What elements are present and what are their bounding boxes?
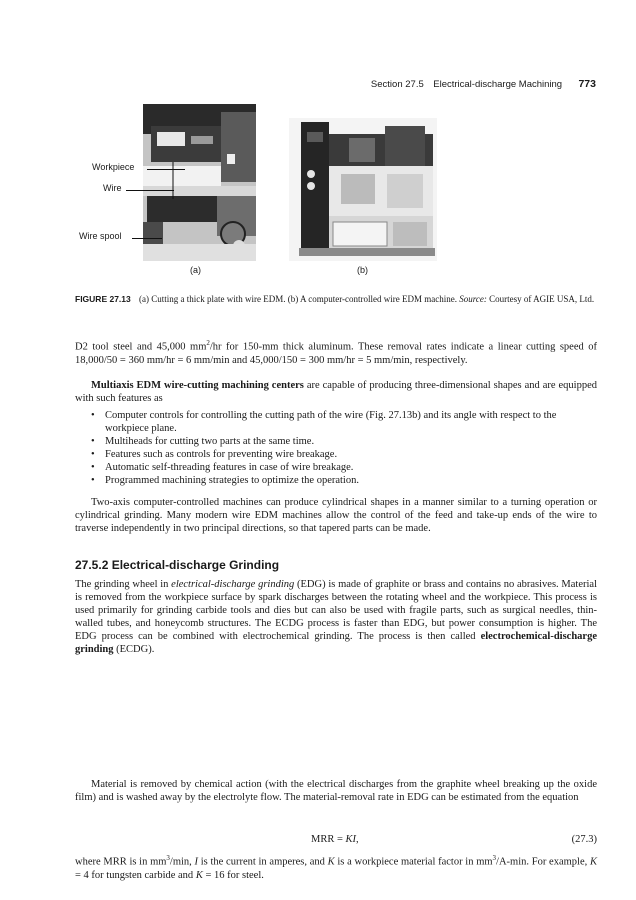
paragraph-material-removal: Material is removed by chemical action (with the electrical discharges from the graphite wheel breaking up the oxide film) and is washed away by the electrolyte flow. The material-removal rate in EDG can be estimated from the equation	[75, 779, 597, 803]
paragraph-edg	[75, 578, 597, 656]
callout-wire-spool: Wire spool	[79, 231, 122, 241]
list-item: • Multiheads for cutting two parts at the same time.	[75, 435, 597, 448]
callout-wire: Wire	[103, 183, 122, 193]
equation-number: (27.3)	[571, 834, 597, 845]
leader-wire-spool	[132, 238, 162, 239]
section-number: Section 27.5	[370, 79, 424, 90]
page-number: 773	[578, 78, 596, 90]
var-i: I	[194, 856, 199, 868]
list-item: • Features such as controls for preventing wire breakage.	[75, 448, 597, 461]
term-multiaxis: Multiaxis EDM wire-cutting machining centers	[91, 380, 304, 391]
list-item: • Computer controls for controlling the cutting path of the wire (Fig. 27.13b) and its angle with respect to the workpiece plane.	[75, 409, 597, 435]
callout-workpiece: Workpiece	[92, 162, 135, 172]
caption-text: (a) Cutting a thick plate with wire EDM. (b) A computer-controlled wire EDM machine.	[139, 294, 457, 304]
paragraph-removal-rates	[75, 337, 597, 367]
panel-label-a: (a)	[190, 265, 201, 275]
term-ecdg: electrochemical-discharge grinding	[75, 631, 597, 655]
p6-text-6: = 4 for tungsten carbide and	[75, 869, 196, 881]
p2-text: are capable of producing three-dimensional shapes and are equipped with such features as	[75, 380, 597, 404]
var-k: K	[327, 856, 335, 868]
p6-sup-1: 3	[166, 854, 170, 862]
equation-rhs: KI	[345, 834, 357, 845]
running-head	[330, 78, 596, 90]
p6-sup-2: 3	[492, 854, 497, 862]
p6-text-7: = 16 for steel.	[202, 869, 264, 881]
paragraph-mrr-definition	[75, 852, 597, 882]
p6-text-4: is a workpiece material factor in mm	[334, 856, 493, 868]
p6-text-1: where MRR is in mm	[75, 856, 167, 868]
var-k-2: K	[589, 856, 597, 868]
list-item: • Programmed machining strategies to optimize the operation.	[75, 474, 597, 487]
p6-text-3: is the current in amperes, and	[198, 856, 328, 868]
caption-source-text: Courtesy of AGIE USA, Ltd.	[489, 294, 595, 304]
var-k-3: K	[195, 869, 203, 881]
p4-text-2: (EDG) is made of graphite or brass and contains no abrasives. Material is removed from the workpiece surface by spark discharges between the rotating wheel and the workpiece. This process is used primarily for grinding carbide tools and dies but can also be used with fragile parts, such as surgical needles, thin-walled tubes, and honeycomb structures. The ECDG process is faster than EDG, but power consumption is higher. The EDG process can be combined with electrochemical grinding. The process is then called	[75, 579, 597, 642]
figure-caption	[75, 293, 597, 305]
paragraph-multiaxis	[75, 379, 597, 405]
term-edg: electrical-discharge grinding	[171, 579, 295, 590]
section-heading: 27.5.2 Electrical-discharge Grinding	[75, 558, 280, 572]
leader-workpiece	[147, 169, 185, 170]
edm-machine-photo	[289, 118, 437, 261]
feature-list	[75, 409, 597, 487]
paragraph-two-axis: Two-axis computer-controlled machines can produce cylindrical shapes in a manner similar to a turning operation or cylindrical grinding. Many modern wire EDM machines allow the control of the feed and take-up ends of the wire to traverse independently in two principal directions, so that tapered parts can be made.	[75, 497, 597, 534]
equation-end: ,	[356, 834, 359, 845]
leader-wire	[126, 190, 174, 191]
p1-text-2: /hr for 150-mm thick aluminum. These removal rates indicate a linear cutting speed of 18,000/50 = 360 mm/hr = 6 mm/min and 45,000/150 = 300 mm/hr = 5 mm/min, respectively.	[75, 341, 598, 366]
p6-text-5: /A-min. For example,	[496, 856, 590, 868]
caption-source-label: Source:	[459, 294, 487, 304]
figure-photo-b	[289, 118, 437, 261]
p4-text-3: (ECDG).	[113, 644, 155, 655]
equation-body	[311, 834, 359, 845]
figure-id: FIGURE 27.13	[75, 294, 131, 304]
section-title: Electrical-discharge Machining	[433, 79, 563, 90]
p6-text-2: /min,	[169, 856, 195, 868]
list-item: • Automatic self-threading features in case of wire breakage.	[75, 461, 597, 474]
p4-text-1: The grinding wheel in	[75, 579, 172, 590]
p1-text-1: D2 tool steel and 45,000 mm	[75, 341, 207, 353]
equation-lhs: MRR =	[311, 834, 346, 845]
p1-sup: 2	[206, 339, 210, 347]
panel-label-b: (b)	[357, 265, 368, 275]
